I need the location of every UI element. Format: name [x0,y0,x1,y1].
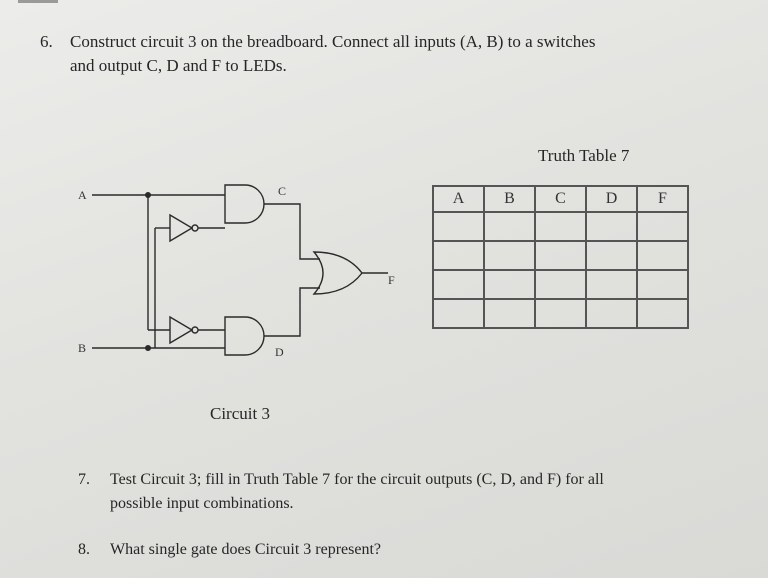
junction-dot-b [145,345,151,351]
table-cell[interactable] [586,241,637,270]
question-8-number: 8. [78,541,90,558]
not-gate-upper [170,215,192,241]
question-7-line-2: possible input combinations. [110,495,294,512]
table-cell[interactable] [586,212,637,241]
table-row [433,299,688,328]
truth-table-header-row [433,186,688,212]
and-gate-upper [225,185,264,223]
output-c-wire [264,204,320,259]
header-b: B [484,186,535,212]
not-gate-lower [170,317,192,343]
circuit-3-diagram [70,170,410,370]
table-cell[interactable] [637,241,688,270]
table-cell[interactable] [484,270,535,299]
table-cell[interactable] [637,212,688,241]
label-b: B [78,341,87,355]
label-d: D [275,345,284,359]
table-cell[interactable] [535,299,586,328]
table-cell[interactable] [637,270,688,299]
table-cell[interactable] [535,212,586,241]
question-6-number: 6. [40,32,53,51]
table-cell[interactable] [586,299,637,328]
and-gate-lower [225,317,264,355]
table-cell[interactable] [535,270,586,299]
question-8 [78,538,718,562]
table-row [433,241,688,270]
truth-table-title: Truth Table 7 [538,146,630,165]
table-cell[interactable] [586,270,637,299]
question-8-text: What single gate does Circuit 3 represent? [110,541,382,558]
table-row [433,212,688,241]
table-row [433,270,688,299]
output-d-wire [264,288,320,336]
header-a: A [433,186,484,212]
page-edge-mark [18,0,58,3]
question-6-line-2: and output C, D and F to LEDs. [70,56,287,75]
table-cell[interactable] [484,299,535,328]
table-cell[interactable] [433,241,484,270]
table-cell[interactable] [484,212,535,241]
circuit-caption: Circuit 3 [210,404,270,423]
question-6 [40,30,720,78]
or-gate [314,252,362,294]
label-c: C [278,184,287,198]
header-c: C [535,186,586,212]
question-7-line-1: Test Circuit 3; fill in Truth Table 7 for the circuit outputs (C, D, and F) for all [110,471,604,488]
label-a: A [78,188,87,202]
header-d: D [586,186,637,212]
question-7 [78,468,718,516]
truth-table-7 [432,185,689,329]
junction-dot-a [145,192,151,198]
header-f: F [637,186,688,212]
table-cell[interactable] [433,299,484,328]
label-f: F [388,273,395,287]
table-cell[interactable] [433,212,484,241]
table-cell[interactable] [484,241,535,270]
table-cell[interactable] [535,241,586,270]
table-cell[interactable] [637,299,688,328]
question-6-line-1: Construct circuit 3 on the breadboard. Connect all inputs (A, B) to a switches [70,32,596,51]
table-cell[interactable] [433,270,484,299]
question-7-number: 7. [78,471,90,488]
